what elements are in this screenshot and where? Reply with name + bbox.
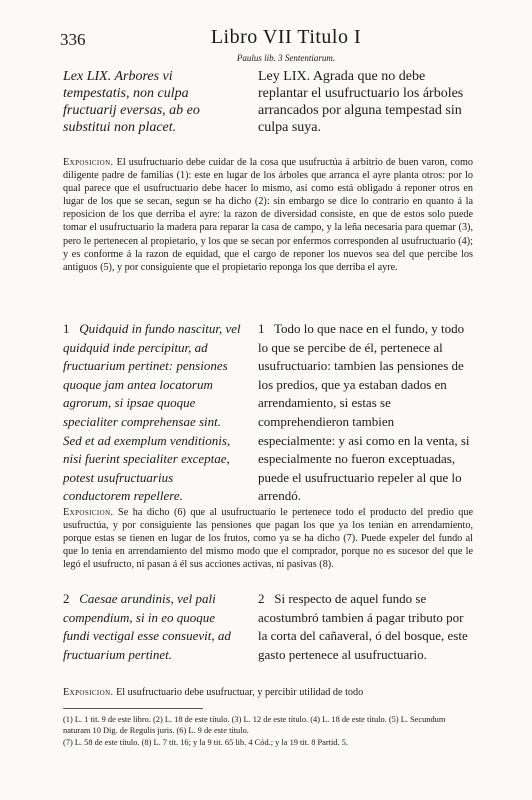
footnotes [63, 714, 473, 748]
paragraph-number: 2 [63, 591, 70, 606]
footnote-line-1: (1) L. 1 tit. 9 de este libro. (2) L. 18 de este título. (3) L. 12 de este título. (4) L. 18 de este título. (5) L. Secundum naturam 10 Dig. de Regulis juris. (6) L. 9 de este título. [63, 715, 446, 736]
paragraph-spanish-text: Si respecto de aquel fundo se acostumbró tambien á pagar tributo por la corta del cañaveral, ó del bosque, este gasto pertenece al usufructuario. [258, 591, 468, 662]
page-subtitle: Paulus lib. 3 Sententiarum. [236, 53, 336, 63]
exposicion-text: El usufructuario debe cuidar de la cosa que usufructúa á arbitrio de buen varon, como diligente padre de familias (1): este en lugar de los árboles que arranca el ayre planta otros: por lo qual parece que el usufructuario debe hacer lo mismo, así como está obligado á reponer otros en lugar de los que se secan, segun se ha dicho (2): sin embargo se dice lo contrario en quanto á la reposicion de los que derriba el ayre: la razon de diversidad consiste, en que de estos solo puede tomar el usufructuario la madera para reparar la casa de campo, y la leña necesaria para quemar (3), pero le pertenecen al propietario, y los que se secan por enfermos corresponden al usufructuario (4); y es conforme á la razon de equidad, que el cargo de reponer los nuevos sea del que percibe los antiguos (5), y por consiguiente que el propietario reponga los que derriba el ayre. [63, 157, 473, 273]
exposicion-label: Exposicion. [63, 507, 114, 518]
page-number: 336 [60, 30, 86, 49]
paragraph-2-spanish [258, 590, 473, 664]
exposicion-text: Se ha dicho (6) que al usufructuario le pertenece todo el producto del predio que usufructúa, y por consiguiente las pensiones que pagan los que ya los tenian en arrendamiento, porque estas se tienen en lugar de los frutos, como ya se ha dicho (7). Puede expeler del fundo al que lo tenia en arrendamiento del mismo modo que el comprador, porque no es sucesor del que le legó el usufructo, ni pasan á él sus acciones activas, ni pasivas (8). [63, 507, 474, 571]
lex-spanish-text: Ley LIX. Agrada que no debe replantar el usufructuario los árboles arrancados por alguna tempestad sin culpa suya. [258, 69, 464, 135]
exposicion-label: Exposicion. [63, 687, 114, 698]
paragraph-latin-text: Quidquid in fundo nascitur, vel quidquid inde percipitur, ad fructuarium pertinet: pensiones quoque jam antea locatorum agrorum, si ipsae quoque specialiter comprehensae sint. Sed et ad exemplum venditionis, nisi fuerint specialiter exceptae, potest usufructuarius conductorem repellere. [63, 321, 241, 504]
paragraph-spanish-text: Todo lo que nace en el fundo, y todo lo que se percibe de él, pertenece al usufructuario: tambien las pensiones de los predios, que ya estaban dados en arrendamiento, si estas se comprehendieron tambien especialmente: y asi como en la venta, si especialmente no fueron exceptuadas, puede el usufructuario repeler al que lo arrendó. [258, 321, 470, 504]
paragraph-1-spanish [258, 320, 473, 506]
exposicion-text: El usufructuario debe usufructuar, y percibir utilidad de todo [116, 687, 364, 698]
exposicion-label: Exposicion. [63, 157, 114, 168]
paragraph-number: 2 [258, 591, 265, 606]
paragraph-latin-text: Caesae arundinis, vel pali compendium, si in eo quoque fundi vectigal esse consuevit, ad fructuarium pertinet. [63, 591, 231, 662]
footnote-line-2: (7) L. 58 de este título. (8) L. 7 tit. 16; y la 9 tit. 65 lib. 4 Cód.; y la 19 tit. 8 Partid. 5. [63, 737, 348, 747]
paragraph-2-latin [63, 590, 241, 664]
paragraph-1-latin [63, 320, 241, 506]
lex-latin-text: Lex LIX. Arbores vi tempestatis, non culpa fructuarij eversas, ab eo substitui non placet. [63, 69, 200, 135]
paragraph-number: 1 [258, 321, 265, 336]
exposicion-2 [63, 506, 473, 571]
paragraph-number: 1 [63, 321, 70, 336]
exposicion-1 [63, 156, 473, 274]
exposicion-3 [63, 686, 473, 699]
page-title: Libro VII Titulo I [210, 26, 362, 48]
footnote-divider [63, 708, 203, 709]
